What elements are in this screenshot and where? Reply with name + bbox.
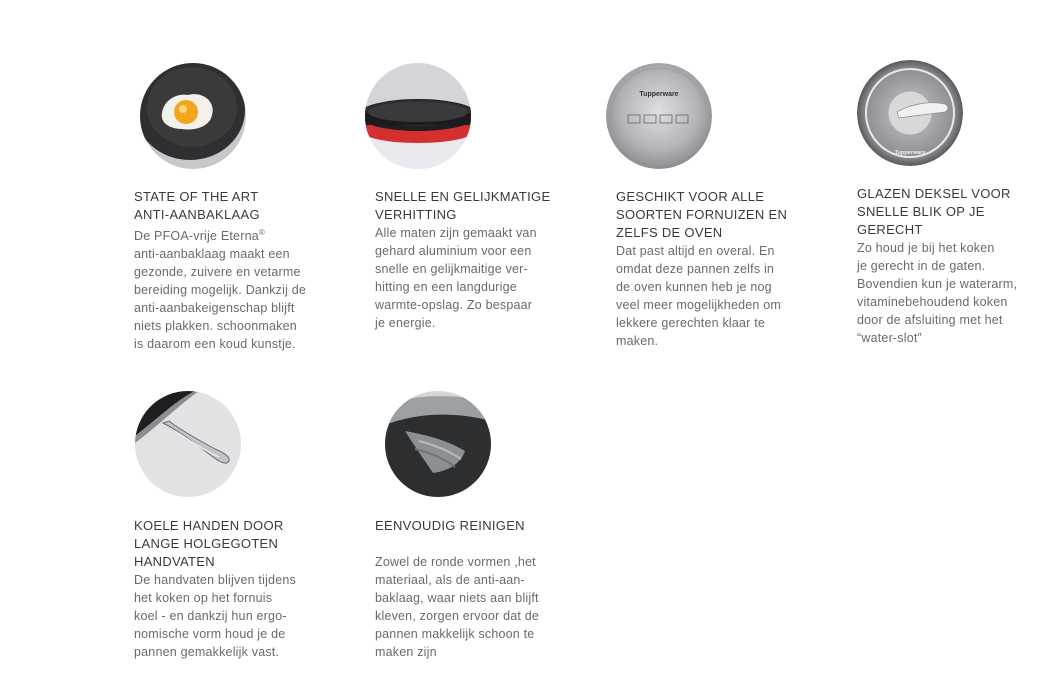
red-pan-image (365, 63, 471, 169)
feature-text: Dat past altijd en overal. En omdat deze pannen zelfs in de oven kunnen heb je nog veel meer mogelijkheden om lekkere gerechten klaar te maken. (616, 244, 782, 348)
feature-text (134, 224, 334, 353)
feature-text: Zo houd je bij het koken je gerecht in de gaten. Bovendien kun je waterarm, vitaminebehoudend koken door de afsluiting met het “water-slot” (857, 241, 1018, 345)
feature-title: GESCHIKT VOOR ALLE SOORTEN FORNUIZEN EN ZELFS DE OVEN (616, 189, 788, 240)
feature-title: SNELLE EN GELIJKMATIGE VERHITTING (375, 189, 551, 222)
fried-egg-pan-image (140, 63, 246, 169)
glass-lid-image (857, 60, 963, 166)
feature-title: KOELE HANDEN DOOR LANGE HOLGEGOTEN HANDVATEN (134, 518, 284, 569)
feature-text: Zowel de ronde vormen ,het materiaal, als de anti-aan- baklaag, waar niets aan blijft kleven, zorgen ervoor dat de pannen makkelijk schoon te maken zijn (375, 555, 540, 659)
feature-text: De handvaten blijven tijdens het koken op het fornuis koel - en dankzij hun ergo- nomische vorm houd je de pannen gemakkelijk vast. (134, 573, 296, 659)
registered-mark: ® (258, 228, 265, 237)
cleaning-cloth-image (385, 391, 491, 497)
feature-title: GLAZEN DEKSEL VOOR SNELLE BLIK OP JE GERECHT (857, 186, 1011, 237)
brand-logo-text: Tupperware (894, 150, 926, 156)
feature-title: EENVOUDIG REINIGEN (375, 518, 525, 533)
pan-base-image (606, 63, 712, 169)
brand-logo-text: Tupperware (639, 91, 679, 98)
feature-text: Alle maten zijn gemaakt van gehard aluminium voor een snelle en gelijkmaitige ver- hitting en een langdurige warmte-opslag. Zo bespaar je energie. (375, 226, 537, 330)
pan-handle-image (135, 391, 241, 497)
feature-title: STATE OF THE ART ANTI-AANBAKLAAG (134, 189, 260, 222)
feature-text-rest: anti-aanbaklaag maakt een gezonde, zuivere en vetarme bereiding mogelijk. Dankzij de anti-aanbakeigenschap blijft niets plakken. schoonmaken is daarom een koud kunstje. (134, 247, 307, 352)
feature-text-line: De PFOA-vrije Eterna (134, 229, 259, 244)
